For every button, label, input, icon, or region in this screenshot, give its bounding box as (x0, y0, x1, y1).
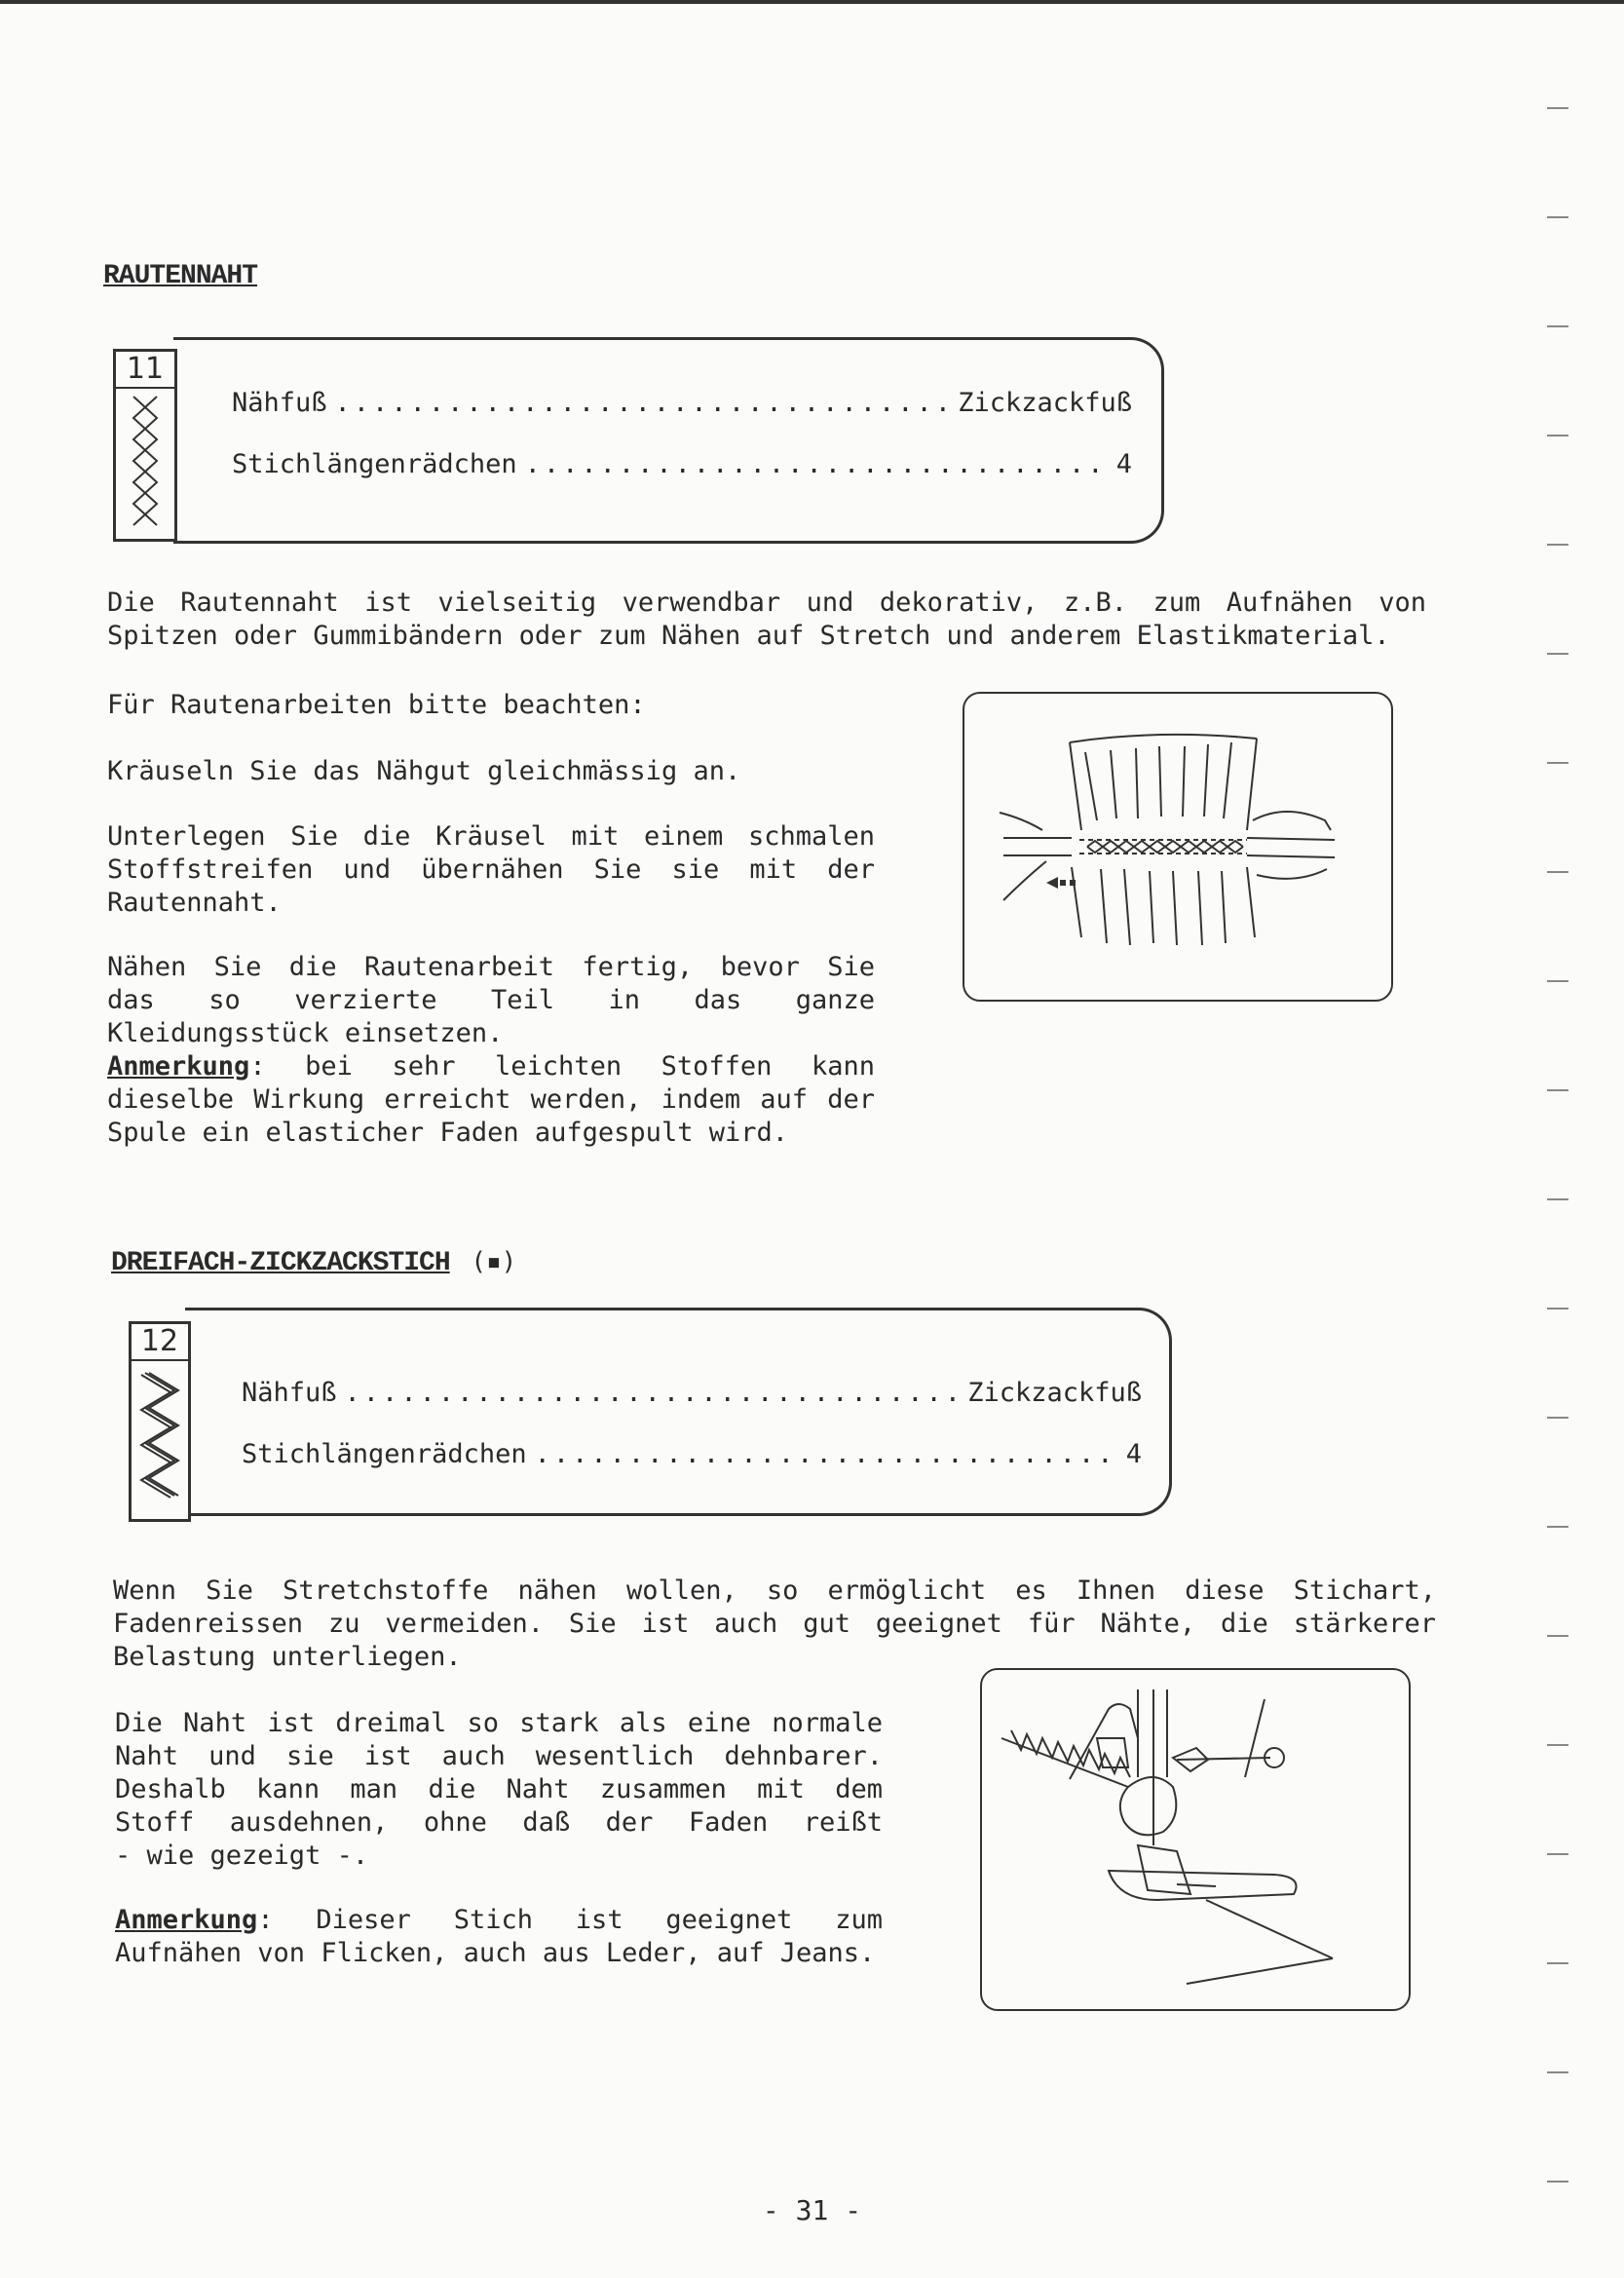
intro-paragraph-2: Wenn Sie Stretchstoffe nähen wollen, so ermöglicht es Ihnen diese Stichart, Fadenreissen zu vermeiden. Sie ist auch gut geeignet für Nähte, die stärkerer Belastung unterliegen. (113, 1576, 1436, 1672)
stitch-number: 11 (116, 352, 174, 389)
stitch-tab-12 (129, 1321, 191, 1522)
dot-leader (335, 388, 951, 418)
setting-value: 4 (1115, 449, 1132, 479)
settings-list-11 (232, 388, 1132, 479)
gathering-illustration (964, 694, 1391, 1000)
paragraph-dreimal: Die Naht ist dreimal so stark als eine normale Naht und sie ist auch wesentlich dehnbarer. Deshalb kann man die Naht zusammen mit dem Stoff ausdehnen, ohne daß der Faden reißt - wie gezeigt -. (115, 1708, 883, 1871)
settings-list-12 (242, 1378, 1142, 1469)
note-paragraph-2: Anmerkung: Dieser Stich ist geeignet zum Aufnähen von Flicken, auch aus Leder, auf Jeans. (115, 1905, 883, 1968)
section-title-dreifach: DREIFACH-ZICKZACKSTICH (▪) (111, 1247, 517, 1278)
dot-leader (345, 1378, 961, 1408)
note-paragraph-1: Anmerkung: bei sehr leichten Stoffen kann dieselbe Wirkung erreicht werden, indem auf der Spule ein elasticher Faden aufgespult wird. (107, 1051, 875, 1148)
page-number: - 31 - (762, 2194, 862, 2226)
setting-value: Zickzackfuß (958, 388, 1132, 418)
setting-label: Stichlängenrädchen (232, 449, 517, 479)
section-title-rautennaht: RAUTENNAHT (103, 261, 258, 291)
stitch-tab-11 (113, 349, 177, 542)
paragraph-rautenarbeiten: Für Rautenarbeiten bitte beachten: (107, 690, 646, 720)
setting-row-length (242, 1439, 1142, 1469)
setting-label: Nähfuß (232, 388, 327, 418)
setting-value: Zickzackfuß (967, 1378, 1142, 1408)
triple-zigzag-stitch-icon (132, 1361, 188, 1515)
dot-leader (535, 1439, 1118, 1469)
intro-paragraph-1: Die Rautennaht ist vielseitig verwendbar und dekorativ, z.B. zum Aufnähen von Spitzen oder Gummibändern oder zum Nähen auf Stretch und anderem Elastikmaterial. (107, 588, 1426, 651)
diamond-stitch-icon (116, 389, 174, 535)
setting-value: 4 (1125, 1439, 1142, 1469)
setting-row-foot (242, 1378, 1142, 1408)
paragraph-naehen: Nähen Sie die Rautenarbeit fertig, bevor Sie das so verzierte Teil in das ganze Kleidungsstück einsetzen. (107, 952, 875, 1048)
illustration-gathered-fabric (963, 692, 1393, 1002)
stitch-number: 12 (132, 1324, 188, 1361)
paragraph-unterlegen: Unterlegen Sie die Kräusel mit einem schmalen Stoffstreifen und übernähen Sie sie mit der Rautennaht. (107, 821, 875, 918)
setting-row-foot (232, 388, 1132, 418)
dot-leader (525, 449, 1109, 479)
setting-row-length (232, 449, 1132, 479)
presser-foot-illustration (982, 1670, 1409, 2009)
setting-label: Nähfuß (242, 1378, 337, 1408)
setting-label: Stichlängenrädchen (242, 1439, 527, 1469)
top-border (0, 0, 1624, 4)
illustration-sewing-foot (980, 1668, 1411, 2011)
paragraph-kraeuseln: Kräuseln Sie das Nähgut gleichmässig an. (107, 756, 741, 786)
